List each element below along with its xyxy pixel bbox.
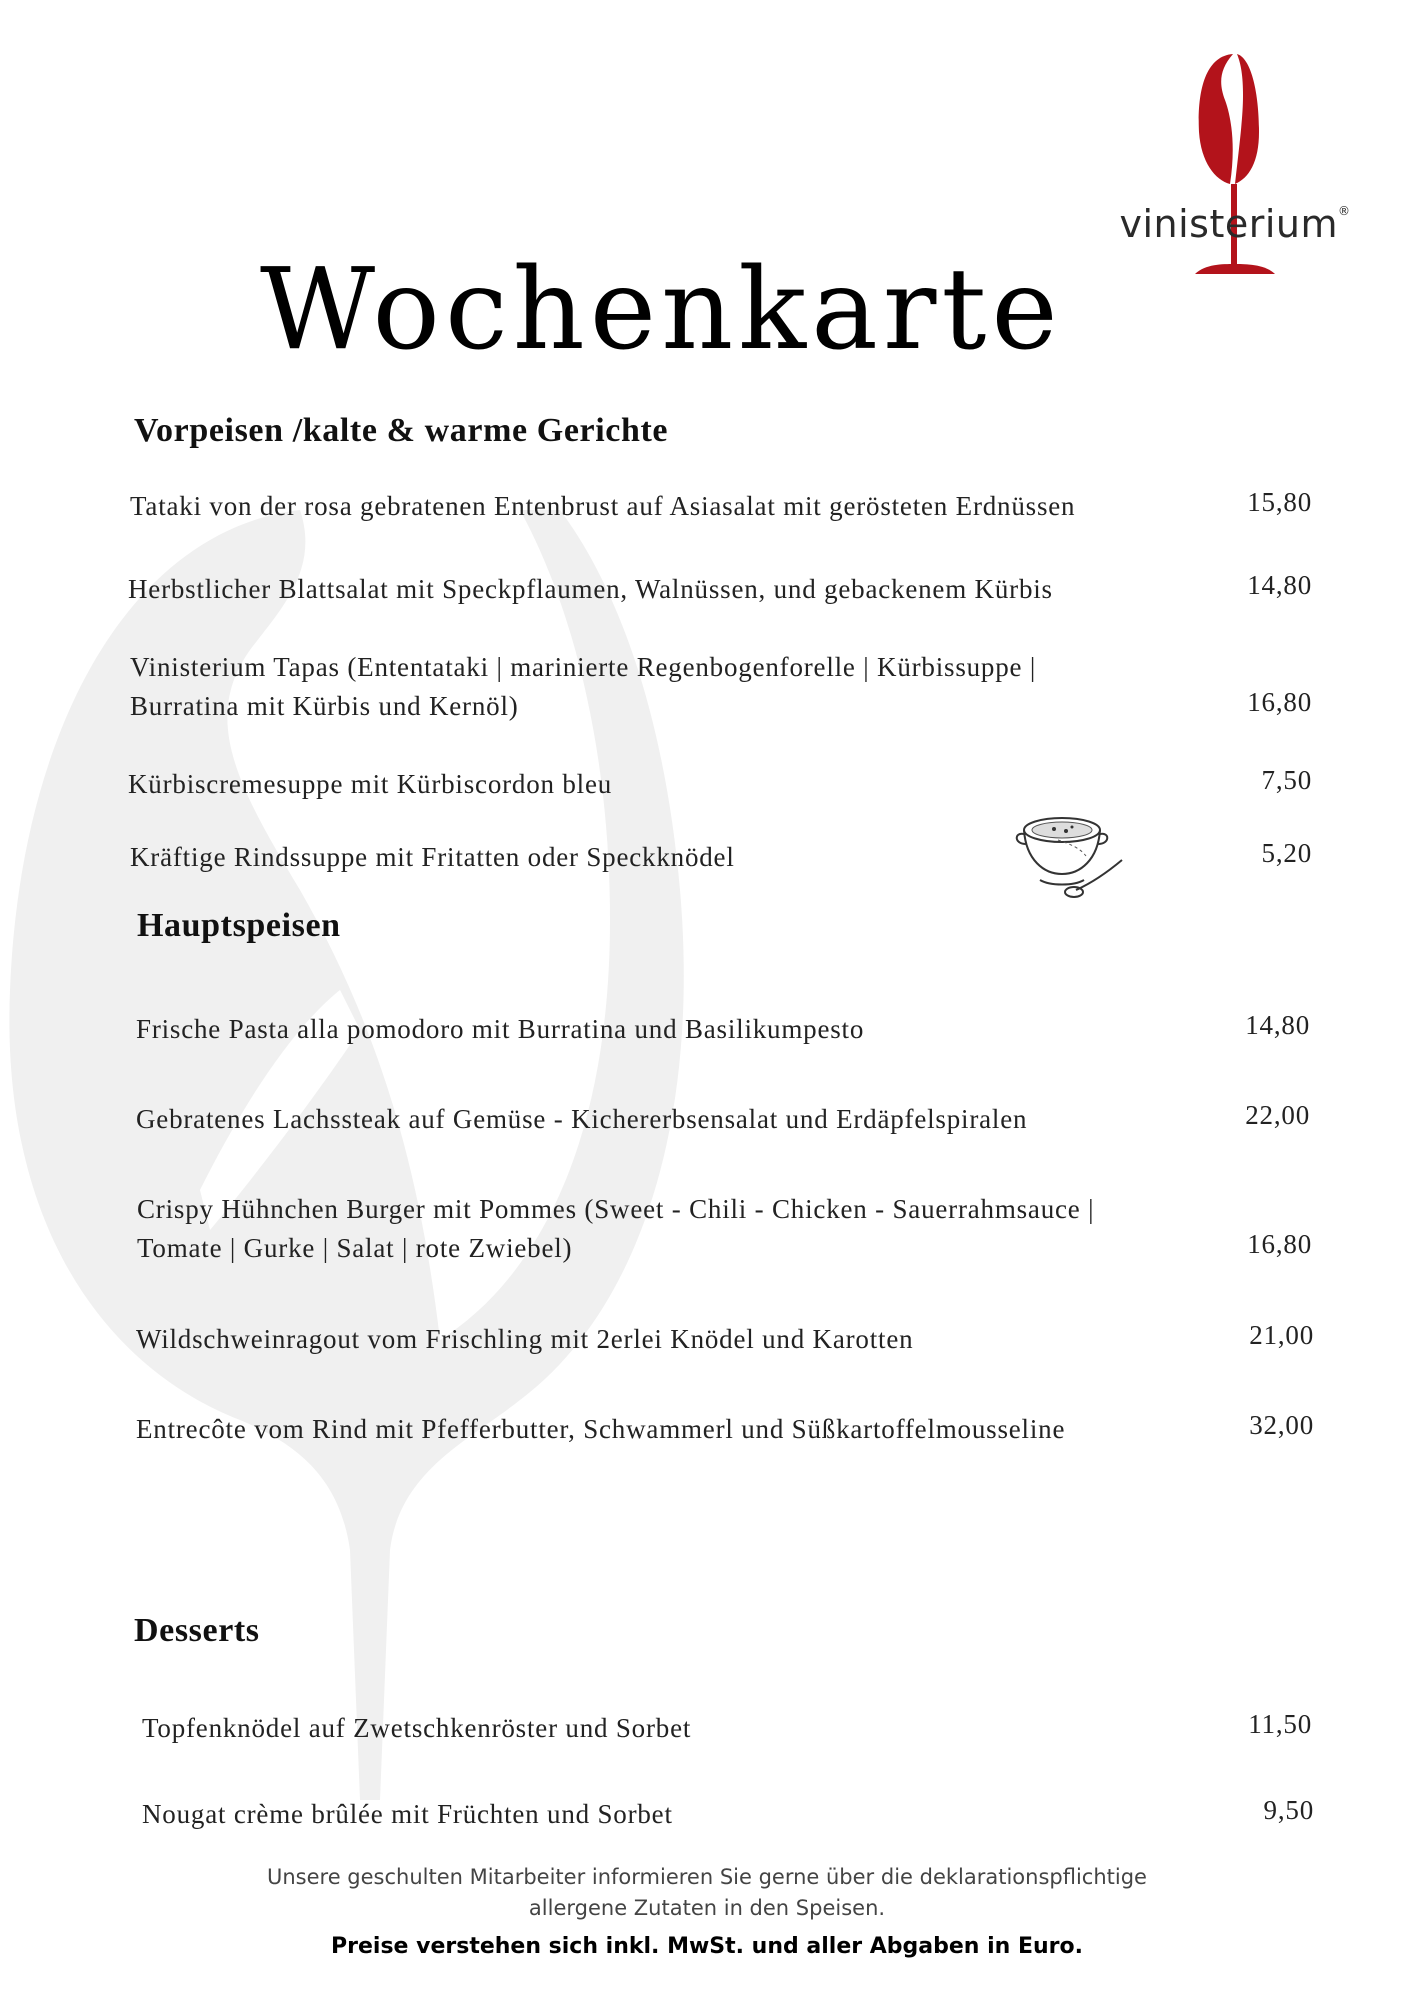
menu-item (137, 1190, 1094, 1268)
menu-item: Wildschweinragout vom Frischling mit 2erlei Knödel und Karotten (136, 1324, 914, 1354)
section-heading-vorspeisen: Vorpeisen /kalte & warme Gerichte (134, 412, 669, 449)
menu-item: Kräftige Rindssuppe mit Fritatten oder Speckknödel (130, 842, 735, 872)
menu-item: Frische Pasta alla pomodoro mit Burratina und Basilikumpesto (136, 1014, 865, 1044)
menu-item-price: 16,80 (1247, 1229, 1312, 1259)
menu-item-line: Crispy Hühnchen Burger mit Pommes (Sweet - Chili - Chicken - Sauerrahmsauce | (137, 1194, 1095, 1224)
section-heading-hauptspeisen: Hauptspeisen (137, 907, 341, 944)
menu-item: Topfenknödel auf Zwetschkenröster und Sorbet (142, 1713, 692, 1743)
menu-item: Gebratenes Lachssteak auf Gemüse - Kichererbsensalat und Erdäpfelspiralen (136, 1104, 1028, 1134)
brand-name: vinisterium® (1119, 202, 1351, 246)
menu-item-price: 9,50 (1263, 1795, 1314, 1825)
menu-item: Entrecôte vom Rind mit Pfefferbutter, Schwammerl und Süßkartoffelmousseline (136, 1414, 1066, 1444)
menu-item-price: 16,80 (1247, 687, 1312, 717)
section-heading-desserts: Desserts (134, 1612, 260, 1649)
menu-item-price: 7,50 (1261, 765, 1312, 795)
menu-item-price: 11,50 (1248, 1709, 1312, 1739)
price-note: Preise verstehen sich inkl. MwSt. und aller Abgaben in Euro. (331, 1934, 1083, 1959)
menu-item: Nougat crème brûlée mit Früchten und Sorbet (142, 1799, 673, 1829)
wine-glass-logo-icon (1175, 52, 1295, 282)
menu-item-price: 21,00 (1249, 1320, 1314, 1350)
allergen-note-line: allergene Zutaten in den Speisen. (528, 1896, 886, 1920)
menu-item: Kürbiscremesuppe mit Kürbiscordon bleu (128, 769, 613, 799)
menu-item-line: Burratina mit Kürbis und Kernöl) (130, 691, 519, 721)
menu-item (130, 648, 1036, 726)
menu-item-price: 32,00 (1249, 1410, 1314, 1440)
menu-item: Herbstlicher Blattsalat mit Speckpflaumen, Walnüssen, und gebackenem Kürbis (128, 574, 1053, 604)
allergen-note-line: Unsere geschulten Mitarbeiter informieren Sie gerne über die deklarationspflichtige (267, 1865, 1147, 1889)
menu-item: Tataki von der rosa gebratenen Entenbrust auf Asiasalat mit gerösteten Erdnüssen (130, 491, 1076, 521)
menu-item-price: 14,80 (1245, 1010, 1310, 1040)
menu-item-price: 5,20 (1261, 838, 1312, 868)
menu-item-price: 15,80 (1247, 487, 1312, 517)
menu-item-price: 22,00 (1245, 1100, 1310, 1130)
menu-item-line: Tomate | Gurke | Salat | rote Zwiebel) (137, 1233, 573, 1263)
soup-bowl-icon (1010, 808, 1128, 904)
page-title: Wochenkarte (260, 245, 1063, 375)
menu-item-line: Vinisterium Tapas (Ententataki | marinierte Regenbogenforelle | Kürbissuppe | (130, 652, 1037, 682)
footer (0, 1862, 1414, 1959)
menu-item-price: 14,80 (1247, 570, 1312, 600)
